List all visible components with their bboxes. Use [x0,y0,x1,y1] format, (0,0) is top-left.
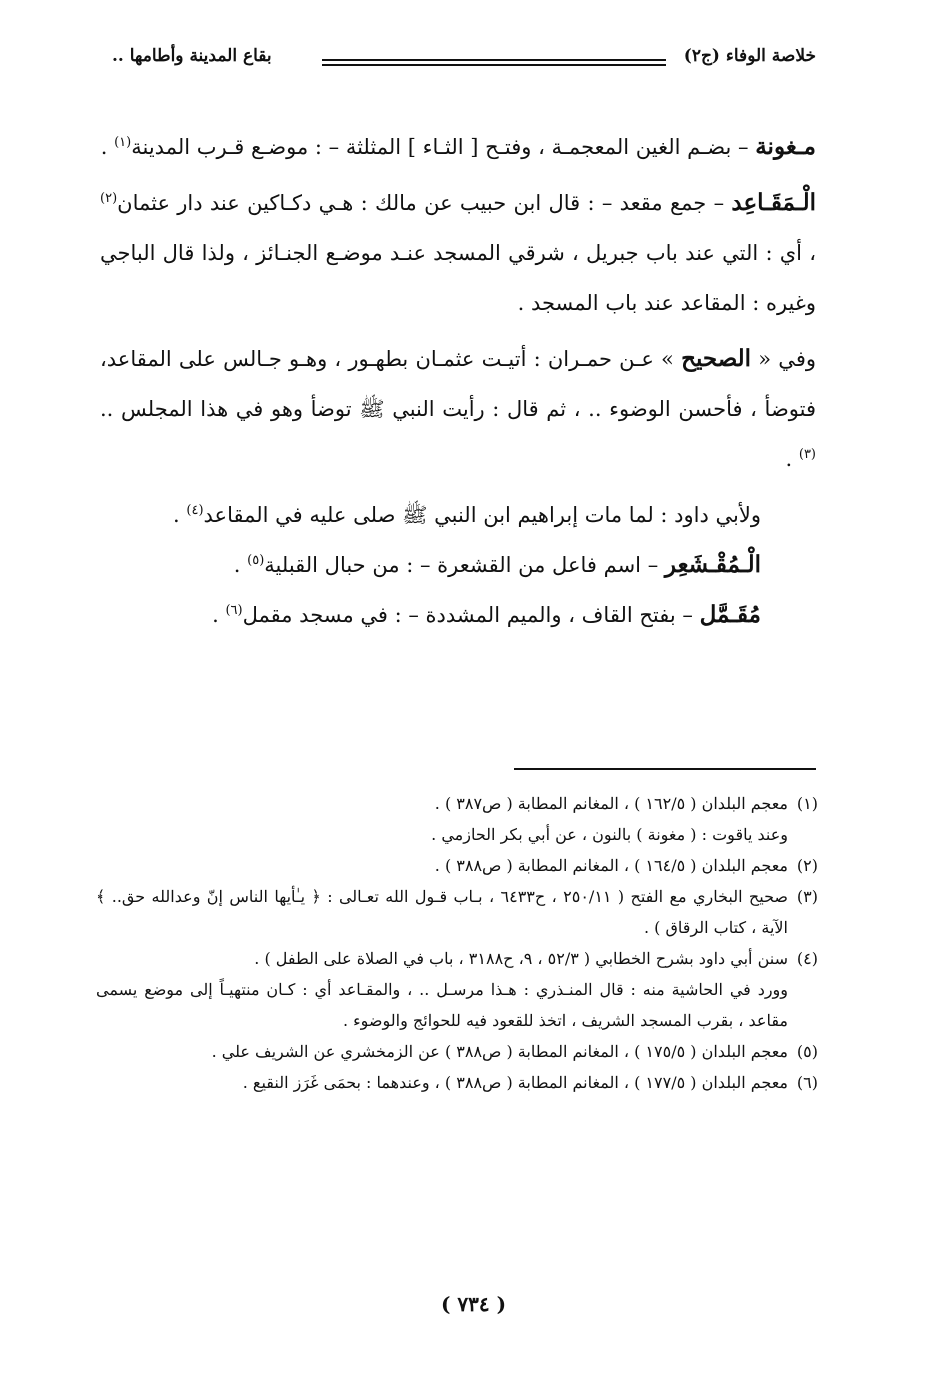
entry-text: – اسم فاعل من القشعرة – : من حبال القبلية [264,553,665,577]
footnote-ref[interactable]: (٦) [225,603,243,618]
footnote-text: معجم البلدان ( ١٧٧/٥ ) ، المغانم المطابة ( ص٣٨٨ ) ، وعندهما : بحمَى غَرَز النقيع . [242,1073,788,1092]
footnote-continuation: وورد في الحاشية منه : قال المنـذري : هـذا مرسـل .. ، والمقـاعد أي : كـان منتهيـاً إلى موضع يسمى مقاعد ، بقرب المسجد الشريف ، اتخذ للقعود فيه للحوائج والوضوء . [96,980,788,1030]
entry-end: . [100,135,115,159]
header-title: خلاصة الوفاء (ج٢) [683,46,816,66]
entry-text: – بضـم الغين المعجمـة ، وفتـح [ الثـاء ] المثلثة – : موضـع قـرب المدينة [131,135,756,159]
footnote-ref[interactable]: (٣) [798,447,816,462]
entry-text: – بفتح القاف ، والميم المشددة – : في مسجد مقمل [242,603,700,627]
footnote-text: صحيح البخاري مع الفتح ( ٢٥٠/١١ ، ح٦٤٣٣ ، بـاب قـول الله تعـالى : ﴿ يـٰأيها الناس إنّ وعدالله حق.. ﴾ الآية ، كتاب الرقاق ) . [96,887,788,937]
entry-muqammal [100,590,816,640]
header-rule [322,59,666,66]
footnote [96,788,818,819]
footnote [96,1036,818,1067]
footnote [96,943,818,974]
entry-text: » عـن حمـران : أتيـت عثمـان بطهـور ، وهـو جـالس على المقاعد، فتوضأ ، فأحسن الوضوء .. ، ثم قال : رأيت النبي ﷺ توضأ وهو في هذا المجلس .. [100,347,816,421]
entry-sahih [100,334,816,484]
footnote [96,1067,818,1098]
main-text [100,122,816,640]
entry-end: . [212,603,226,627]
footnote-continuation: وعند ياقوت : ( مغونة ) بالنون ، عن أبي بكر الحازمي . [431,825,788,844]
page-number: ( ٧٣٤ ) [440,1292,507,1316]
entry-muqshair [100,540,816,590]
entry-text: وفي « [751,347,816,371]
header-subtitle: بقاع المدينة وأطامها .. [112,46,272,66]
entry-abu-dawud [100,490,816,540]
footnote-ref[interactable]: (٥) [247,553,265,568]
footnote [96,850,818,881]
footnote-ref[interactable]: (١) [114,135,132,150]
entry-term: مُقَـمَّل [699,601,761,628]
entry-maqaid [100,178,816,328]
footnote-number: (٢) [796,856,818,875]
footnote-text: معجم البلدان ( ١٦٢/٥ ) ، المغانم المطابة ( ص٣٨٧ ) . [434,794,788,813]
entry-end: . [173,503,187,527]
entry-term: مـغونة [755,133,816,160]
entry-text: – جمع مقعد – : قال ابن حبيب عن مالك : هـي دكـاكين عند دار عثمان [117,191,732,215]
source-title: الصحيح [681,345,752,372]
entry-end: . [785,447,799,471]
running-header [112,42,816,82]
entry-term: الْـمُقْـشَعِر [664,551,761,578]
entry-end: . [233,553,248,577]
footnotes [96,788,818,1098]
footnote-text: سنن أبي داود بشرح الخطابي ( ٥٢/٣ ، ٩، ح٣١٨٨ ، باب في الصلاة على الطفل ) . [254,949,788,968]
entry-mughawna [100,122,816,172]
footnote-number: (٣) [796,887,818,906]
entry-text: ولأبي داود : لما مات إبراهيم ابن النبي ﷺ صلى عليه في المقاعد [203,503,761,527]
footnote-ref[interactable]: (٤) [186,503,204,518]
footnote-text: معجم البلدان ( ١٦٤/٥ ) ، المغانم المطابة ( ص٣٨٨ ) . [434,856,788,875]
footnote-number: (٥) [796,1042,818,1061]
footnote-number: (٤) [796,949,818,968]
entry-term: الْـمَقَـاعِد [731,189,816,216]
footnote-separator [514,768,816,770]
entry-text: ، أي : التي عند باب جبريل ، شرقي المسجد عنـد موضـع الجنـائز ، ولذا قال الباجي وغيره : المقاعد عند باب المسجد . [100,241,816,315]
footnote-ref[interactable]: (٢) [100,191,118,206]
footnote-number: (٦) [796,1073,818,1092]
footnote [96,881,818,943]
footnote-text: معجم البلدان ( ١٧٥/٥ ) ، المغانم المطابة ( ص٣٨٨ ) عن الزمخشري عن الشريف علي . [211,1042,788,1061]
footnote-number: (١) [796,794,818,813]
